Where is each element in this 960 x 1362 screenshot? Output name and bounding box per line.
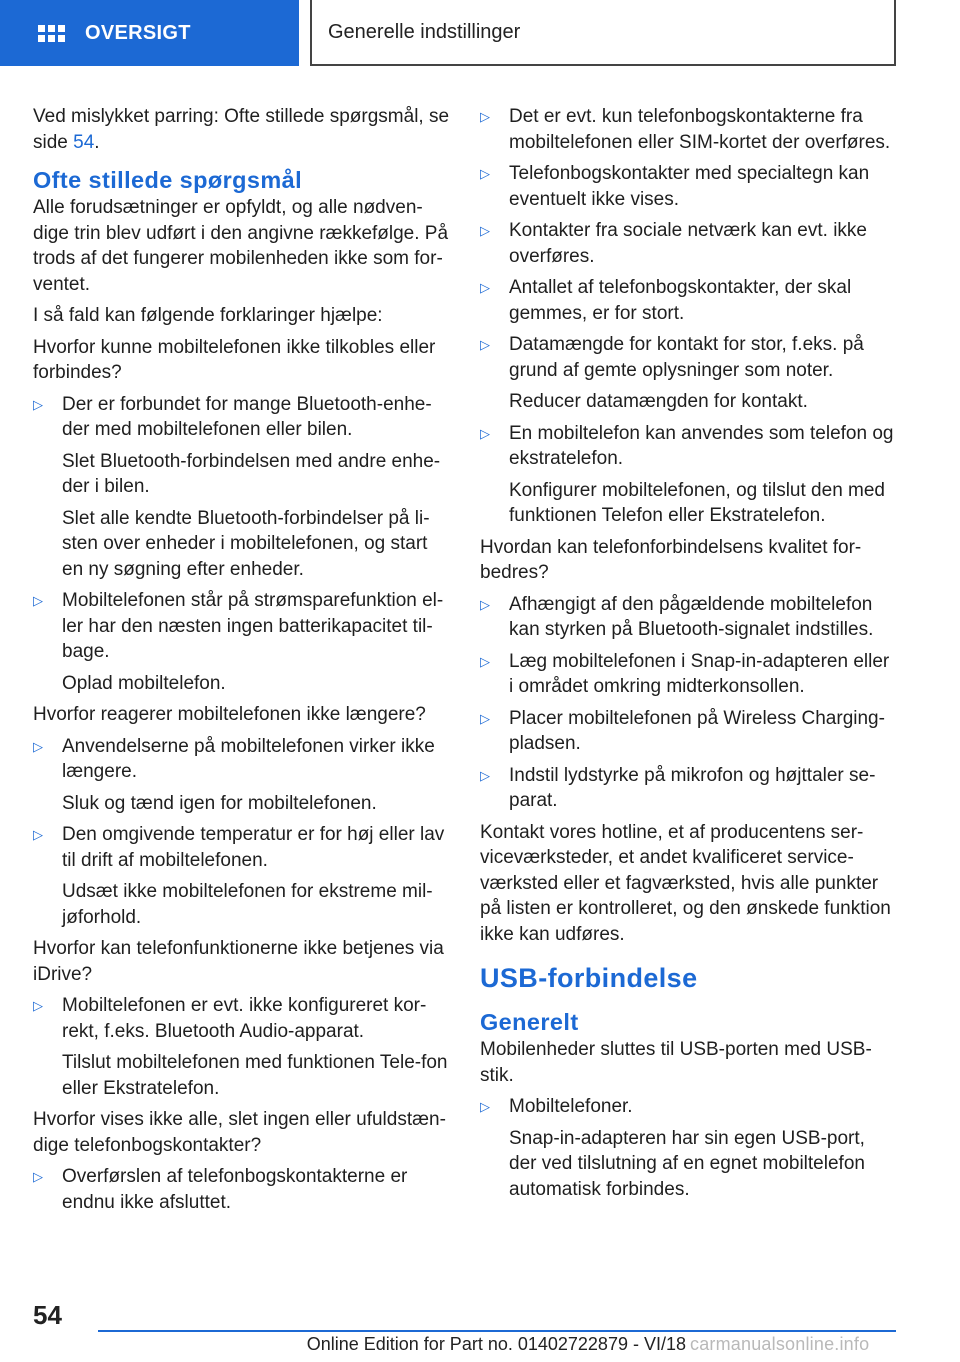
list-item <box>33 822 451 930</box>
list-item <box>480 275 896 326</box>
list-item-instruction: Slet alle kendte Bluetooth-forbindelser på li-sten over enheder i mobiltelefonen, og start en ny søgning efter enheder. <box>62 507 430 580</box>
list-item-instruction: Sluk og tænd igen for mobiltelefonen. <box>62 792 377 814</box>
triangle-bullet-icon: ▷ <box>480 596 490 612</box>
list-item-text: Overførslen af telefonbogskontakterne er endnu ikke afsluttet. <box>62 1166 408 1213</box>
list-item-text: Indstil lydstyrke på mikrofon og højttaler se-parat. <box>509 764 876 811</box>
question: Hvorfor kan telefonfunktionerne ikke betjenes via iDrive? <box>33 938 444 985</box>
question: Hvorfor reagerer mobiltelefonen ikke længere? <box>33 704 426 725</box>
bullet-list <box>480 104 896 529</box>
list-item-text: Kontakter fra sociale netværk kan evt. ikke overføres. <box>509 220 867 267</box>
triangle-bullet-icon: ▷ <box>33 593 43 608</box>
bullet-list <box>33 993 451 1101</box>
list-item-text: Placer mobiltelefonen på Wireless Charging-pladsen. <box>509 707 885 754</box>
list-item <box>33 734 451 817</box>
list-item <box>480 649 896 700</box>
triangle-bullet-icon: ▷ <box>480 710 490 726</box>
section-title: Generelle indstillinger <box>328 20 521 43</box>
list-item-text: Telefonbogskontakter med specialtegn kan eventuelt ikke vises. <box>509 163 870 210</box>
overview-label: OVERSIGT <box>85 21 191 44</box>
list-item <box>480 763 896 814</box>
triangle-bullet-icon: ▷ <box>33 396 43 412</box>
list-item-text: Der er forbundet for mange Bluetooth-enhe-der med mobiltelefonen eller bilen. <box>62 393 432 440</box>
bullet-list <box>33 734 451 931</box>
list-item-text: Afhængigt af den pågældende mobiltelefon kan styrken på Bluetooth-signalet indstilles. <box>509 593 874 640</box>
bullet-list <box>33 1164 451 1215</box>
list-item <box>33 392 451 583</box>
list-item-instruction: Oplad mobiltelefon. <box>62 672 226 694</box>
list-item-text: Mobiltelefonen er evt. ikke konfigureret kor-rekt, f.eks. Bluetooth Audio-apparat. <box>62 995 427 1042</box>
bullet-list <box>480 1094 896 1202</box>
list-item <box>480 706 896 757</box>
question: Hvorfor vises ikke alle, slet ingen eller ufuldstæn-dige telefonbogskontakter? <box>33 1109 446 1156</box>
faq-heading: Ofte stillede spørgsmål <box>33 167 303 193</box>
question: Hvorfor kunne mobiltelefonen ikke tilkobles eller forbindes? <box>33 336 436 383</box>
triangle-bullet-icon: ▷ <box>480 280 490 295</box>
triangle-bullet-icon: ▷ <box>33 827 43 842</box>
list-item <box>480 161 896 212</box>
list-item <box>480 592 896 643</box>
list-item-instruction: Reducer datamængden for kontakt. <box>509 391 808 412</box>
list-item <box>33 993 451 1101</box>
list-item <box>480 1094 896 1202</box>
list-item-text: Den omgivende temperatur er for høj eller lav til drift af mobiltelefonen. <box>62 824 445 871</box>
list-item <box>480 218 896 269</box>
section-title-box <box>310 0 896 66</box>
list-item-text: Datamængde for kontakt for stor, f.eks. på grund af gemte oplysninger som noter. <box>509 334 864 381</box>
question: Hvordan kan telefonforbindelsens kvalitet for-bedres? <box>480 536 862 583</box>
usb-heading: USB-forbindelse <box>480 963 698 993</box>
footer-divider <box>98 1330 896 1332</box>
list-item <box>480 421 896 529</box>
general-heading: Generelt <box>480 1009 579 1035</box>
triangle-bullet-icon: ▷ <box>480 425 490 441</box>
paragraph: Alle forudsætninger er opfyldt, og alle nødven-dige trin blev udført i den angivne rækkefølge. På trods af det fungerer mobilenheden ikke som for-ventet. <box>33 197 449 295</box>
edition-text: Online Edition for Part no. 01402722879 - VI/18 <box>306 1334 686 1354</box>
list-item <box>480 332 896 415</box>
list-item-instruction: Snap-in-adapteren har sin egen USB-port, der ved tilslutning af en egnet mobiltelefon automatisk forbindes. <box>509 1127 865 1200</box>
list-item-instruction: Udsæt ikke mobiltelefonen for ekstreme mil-jøforhold. <box>62 881 433 928</box>
overview-button[interactable] <box>0 0 299 66</box>
list-item <box>480 104 896 155</box>
triangle-bullet-icon: ▷ <box>480 653 490 669</box>
triangle-bullet-icon: ▷ <box>480 337 490 352</box>
list-item-instruction: Slet Bluetooth-forbindelsen med andre enhe-der i bilen. <box>62 450 441 497</box>
list-item-text: Læg mobiltelefonen i Snap-in-adapteren eller i området omkring midterkonsollen. <box>509 650 890 697</box>
page-number: 54 <box>33 1300 62 1330</box>
list-item-instruction: Konfigurer mobiltelefonen, og tilslut den med funktionen Telefon eller Ekstratelefon. <box>509 479 886 526</box>
triangle-bullet-icon: ▷ <box>33 1169 43 1184</box>
list-item-instruction: Tilslut mobiltelefonen med funktionen Tele-fon eller Ekstratelefon. <box>62 1052 448 1099</box>
list-item-text: En mobiltelefon kan anvendes som telefon og ekstratelefon. <box>509 422 894 469</box>
paragraph: Kontakt vores hotline, et af producentens ser-viceværksteder, et andet kvalificeret service-værksted eller et fagværksted, hvis alle punkter på listen er kontrolleret, og den ønskede funktion ikke kan udføres. <box>480 821 891 945</box>
paragraph: I så fald kan følgende forklaringer hjælpe: <box>33 305 383 326</box>
triangle-bullet-icon: ▷ <box>33 998 43 1013</box>
triangle-bullet-icon: ▷ <box>480 1099 490 1114</box>
triangle-bullet-icon: ▷ <box>480 166 490 181</box>
list-item-text: Det er evt. kun telefonbogskontakterne fra mobiltelefonen eller SIM-kortet der overføres. <box>509 106 891 153</box>
watermark: carmanualsonline.info <box>690 1334 870 1354</box>
right-column <box>480 104 896 1208</box>
list-item-text: Antallet af telefonbogskontakter, der skal gemmes, er for stort. <box>509 277 852 324</box>
list-item-text: Mobiltelefoner. <box>509 1096 633 1117</box>
bullet-list <box>480 592 896 814</box>
triangle-bullet-icon: ▷ <box>480 109 490 124</box>
page-header <box>0 0 960 66</box>
grid-menu-icon <box>38 25 65 42</box>
list-item <box>33 1164 451 1215</box>
list-item-text: Anvendelserne på mobiltelefonen virker ikke længere. <box>62 735 435 782</box>
left-column <box>33 104 451 1221</box>
triangle-bullet-icon: ▷ <box>480 767 490 783</box>
triangle-bullet-icon: ▷ <box>480 223 490 238</box>
triangle-bullet-icon: ▷ <box>33 738 43 754</box>
intro-paragraph: Ved mislykket parring: Ofte stillede spørgsmål, se side 54. <box>33 106 450 153</box>
list-item-text: Mobiltelefonen står på strømsparefunktion el-ler har den næsten ingen batterikapacitet til-bage. <box>62 590 444 662</box>
bullet-list <box>33 392 451 697</box>
page-link[interactable]: 54 <box>73 131 95 153</box>
list-item <box>33 588 451 696</box>
paragraph: Mobilenheder sluttes til USB-porten med USB-stik. <box>480 1039 872 1086</box>
